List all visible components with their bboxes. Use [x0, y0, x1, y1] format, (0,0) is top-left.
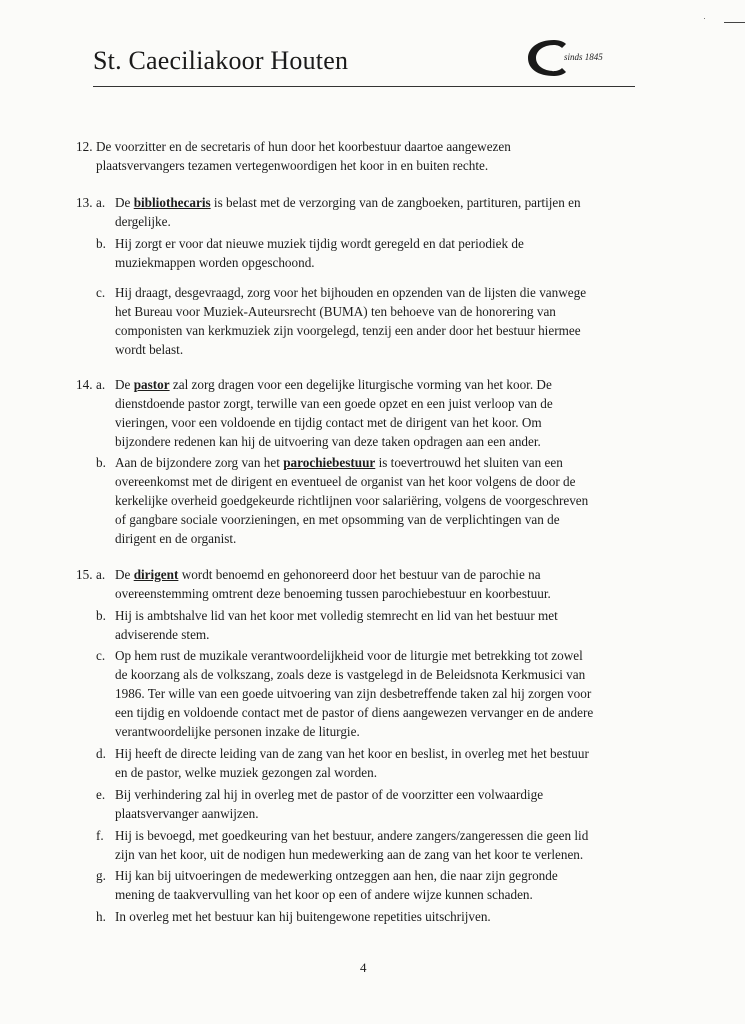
text-line: Hij is bevoegd, met goedkeuring van het bestuur, andere zangers/zangeressen die geen lid	[115, 828, 589, 843]
scan-speck	[704, 18, 705, 19]
article-number: 12.	[76, 139, 93, 154]
text-line: Op hem rust de muzikale verantwoordelijkheid voor de liturgie met betrekking tot zowel	[115, 648, 583, 663]
item-letter: g.	[96, 868, 106, 883]
item-letter: e.	[96, 787, 106, 802]
text-line	[115, 453, 563, 472]
item-letter: h.	[96, 909, 106, 924]
item-letter: a.	[96, 567, 106, 582]
item-letter: b.	[96, 455, 106, 470]
keyword-parochiebestuur: parochiebestuur	[283, 455, 376, 470]
item-letter: b.	[96, 608, 106, 623]
treble-clef-icon	[549, 48, 556, 70]
article-number: 15.	[76, 567, 93, 582]
text-line: vieringen, voor een voldoende en tijdig contact met de dirigent van het koor. Om	[115, 415, 542, 430]
header-rule	[93, 86, 635, 87]
text-line: plaatsvervangers tezamen vertegenwoordigen het koor in en buiten rechte.	[96, 158, 489, 173]
text-line: zijn van het koor, uit de nodigen hun medewerking aan de zang van het koor te verlenen.	[115, 847, 584, 862]
keyword-bibliothecaris: bibliothecaris	[133, 195, 211, 210]
text-line: Hij zorgt er voor dat nieuwe muziek tijdig wordt geregeld en dat periodiek de	[115, 236, 524, 251]
text-line	[115, 375, 552, 394]
text-line: en de pastor, welke muziek gezongen zal worden.	[115, 765, 378, 780]
logo-c-shape	[528, 40, 566, 76]
text-fragment: is toevertrouwd het sluiten van een	[375, 455, 563, 470]
text-line: dergelijke.	[115, 214, 171, 229]
text-fragment: Aan de bijzondere zorg van het	[115, 455, 284, 470]
text-fragment: De	[115, 195, 134, 210]
text-line: In overleg met het bestuur kan hij buitengewone repetities uitschrijven.	[115, 909, 491, 924]
item-letter: c.	[96, 285, 106, 300]
text-line: een tijdig en voldoende contact met de pastor of diens aangewezen vervanger en de andere	[115, 705, 594, 720]
text-fragment: is belast met de verzorging van de zangboeken, partituren, partijen en	[210, 195, 581, 210]
text-line: adviserende stem.	[115, 627, 210, 642]
text-fragment: zal zorg dragen voor een degelijke liturgische vorming van het koor. De	[169, 377, 552, 392]
text-line: bijzondere redenen kan hij de uitvoering van deze taken opdragen aan een ander.	[115, 434, 541, 449]
scan-mark	[724, 22, 745, 23]
item-letter: a.	[96, 195, 106, 210]
article-number: 14.	[76, 377, 93, 392]
text-line: mening de taakvervulling van het koor op een of andere wijze kunnen schaden.	[115, 887, 533, 902]
text-line: Hij is ambtshalve lid van het koor met volledig stemrecht en lid van het bestuur met	[115, 608, 558, 623]
text-line: overeenstemming omtrent deze benoeming tussen parochiebestuur en koorbestuur.	[115, 586, 551, 601]
text-line	[115, 193, 581, 212]
text-line: overeenkomst met de dirigent en eventueel de organist van het koor volgens de door de	[115, 474, 576, 489]
text-line: kerkelijke overheid goedgekeurde richtlijnen voor salariëring, volgens de voorgeschreven	[115, 493, 589, 508]
text-line: Hij heeft de directe leiding van de zang van het koor en beslist, in overleg met het bestuur	[115, 746, 589, 761]
text-line: Hij draagt, desgevraagd, zorg voor het bijhouden en opzenden van de lijsten die vanwege	[115, 285, 587, 300]
article-number: 13.	[76, 195, 93, 210]
logo-since-text: sinds 1845	[564, 52, 603, 62]
text-fragment: wordt benoemd en gehonoreerd door het bestuur van de parochie na	[178, 567, 541, 582]
item-letter: d.	[96, 746, 106, 761]
text-line	[115, 565, 541, 584]
item-letter: b.	[96, 236, 106, 251]
text-line: De voorzitter en de secretaris of hun door het koorbestuur daartoe aangewezen	[96, 139, 511, 154]
text-line: of gangbare sociale voorzieningen, en met opsomming van de verplichtingen van de	[115, 512, 560, 527]
text-line: componisten van kerkmuziek zijn voorgelegd, tenzij een ander door het bestuur hiermee	[115, 323, 581, 338]
text-line: dienstdoende pastor zorgt, terwille van een goede opzet en een juist verloop van de	[115, 396, 553, 411]
page-title: St. Caeciliakoor Houten	[93, 46, 349, 75]
text-fragment: De	[115, 567, 134, 582]
item-letter: f.	[96, 828, 104, 843]
keyword-pastor: pastor	[133, 377, 170, 392]
text-line: muziekmappen worden opgeschoond.	[115, 255, 315, 270]
text-line: Bij verhindering zal hij in overleg met de pastor of de voorzitter een volwaardige	[115, 787, 544, 802]
text-fragment: De	[115, 377, 134, 392]
keyword-dirigent: dirigent	[133, 567, 179, 582]
item-letter: c.	[96, 648, 106, 663]
text-line: 1986. Ter wille van een goede uitvoering van zijn desbetreffende taken zal hij zorgen voor	[115, 686, 592, 701]
text-line: plaatsvervanger aanwijzen.	[115, 806, 259, 821]
item-letter: a.	[96, 377, 106, 392]
text-line: de koorzang als de volkszang, zoals deze is vastgelegd in de Beleidsnota Kerkmusici van	[115, 667, 586, 682]
page-number: 4	[360, 960, 367, 975]
text-line: Hij kan bij uitvoeringen de medewerking ontzeggen aan hen, die naar zijn gegronde	[115, 868, 558, 883]
text-line: verantwoordelijke personen inzake de liturgie.	[115, 724, 360, 739]
text-line: wordt belast.	[115, 342, 184, 357]
text-line: dirigent en de organist.	[115, 531, 237, 546]
text-line: het Bureau voor Muziek-Auteursrecht (BUMA) ten behoeve van de honorering van	[115, 304, 556, 319]
